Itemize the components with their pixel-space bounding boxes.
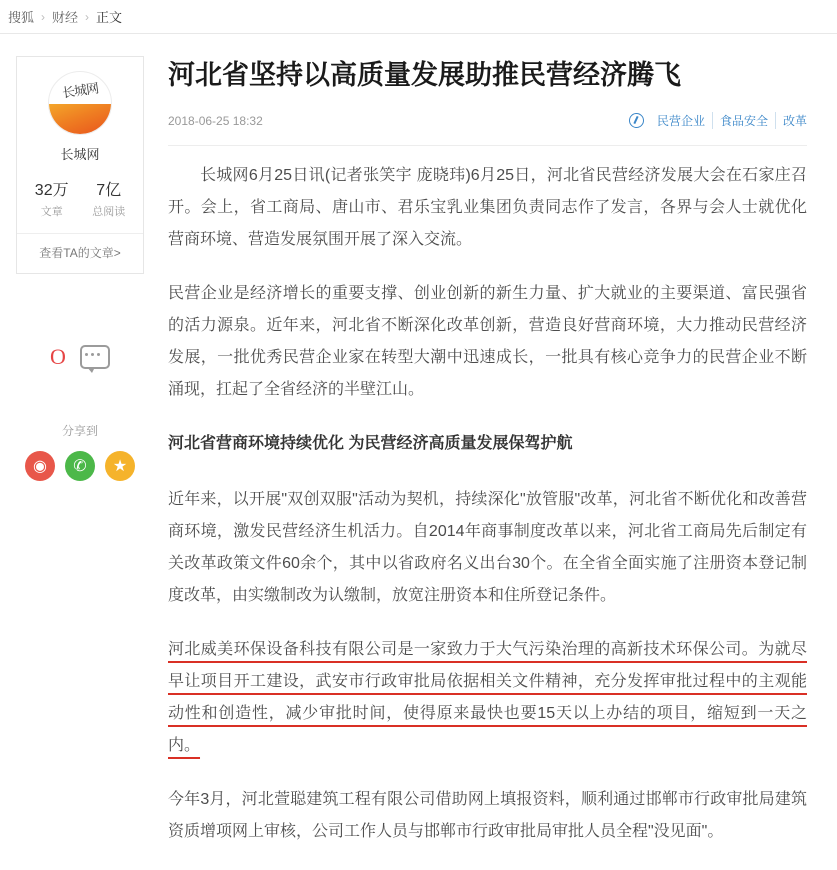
comment-icon[interactable] xyxy=(80,345,110,369)
wechat-share-icon[interactable]: ✆ xyxy=(65,451,95,481)
author-more-articles-link[interactable]: 查看TA的文章> xyxy=(39,246,121,260)
share-label: 分享到 xyxy=(61,424,98,438)
article-paragraph-1: 民营企业是经济增长的重要支撑、创业创新的新生力量、扩大就业的主要渠道、富民强省的活力源泉。近年来，河北省不断深化改革创新，营造良好营商环境，大力推动民营经济发展，一批优秀民营企业家在转型大潮中迅速成长，一批具有核心竞争力的民营企业不断涌现，扛起了全省经济的半壁江山。 xyxy=(168,285,807,398)
author-name: 长城网 xyxy=(60,147,100,162)
page-layout xyxy=(0,34,837,870)
tag-item-1[interactable]: 食品安全 xyxy=(713,112,776,129)
tag-icon xyxy=(629,113,644,128)
praise-icon[interactable]: O xyxy=(50,344,66,369)
publish-time: 2018-06-25 18:32 xyxy=(168,113,263,128)
breadcrumb xyxy=(0,0,837,34)
qzone-share-icon[interactable]: ★ xyxy=(105,451,135,481)
author-card[interactable] xyxy=(16,56,144,274)
article-paragraph-3: 近年来，以开展"双创双服"活动为契机，持续深化"放管服"改革，河北省不断优化和改善营商环境，激发民营经济生机活力。自2014年商事制度改革以来，河北省工商局先后制定有关改革政策文件60余个，其中以省政府名义出台30个。在全省全面实施了注册资本登记制度改革，由实缴制改为认缴制，放宽注册资本和住所登记条件。 xyxy=(168,491,807,604)
stat-articles xyxy=(35,177,69,219)
stat-articles-value: 32万 xyxy=(34,182,69,199)
breadcrumb-item-2: 正文 xyxy=(96,10,123,25)
weibo-share-icon[interactable]: ◉ xyxy=(25,451,55,481)
author-stats xyxy=(17,177,143,219)
share-icons xyxy=(0,451,160,481)
article-subheading: 河北省营商环境持续优化 为民营经济高质量发展保驾护航 xyxy=(168,435,573,452)
left-rail xyxy=(0,34,160,870)
tag-item-2[interactable]: 改革 xyxy=(782,114,807,128)
rail-bubbles xyxy=(0,344,160,370)
tag-item-0[interactable]: 民营企业 xyxy=(650,112,713,129)
rail-action-icons xyxy=(0,344,160,481)
breadcrumb-separator-1: › xyxy=(85,9,90,24)
avatar[interactable] xyxy=(48,71,112,135)
stat-articles-label: 文章 xyxy=(40,206,63,218)
article-paragraph-5: 今年3月，河北萱聪建筑工程有限公司借助网上填报资料，顺利通过邯郸市行政审批局建筑资质增项网上审核，公司工作人员与邯郸市行政审批局审批人员全程"没见面"。 xyxy=(168,791,807,840)
tag-list xyxy=(629,112,807,129)
avatar-logo-text: 长城网 xyxy=(61,80,100,101)
article-body xyxy=(168,146,807,848)
article-meta xyxy=(168,112,807,146)
article-content xyxy=(160,34,837,870)
breadcrumb-item-1[interactable]: 财经 xyxy=(52,10,79,25)
article-paragraph-4-highlighted: 河北威美环保设备科技有限公司是一家致力于大气污染治理的高新技术环保公司。为就尽早让项目开工建设，武安市行政审批局依据相关文件精神，充分发挥审批过程中的主观能动性和创造性，减少审批时间，使得原来最快也要15天以上办结的项目，缩短到一天之内。 xyxy=(168,641,807,754)
comment-icon-dots xyxy=(85,353,100,356)
article-paragraph-0: 长城网6月25日讯(记者张笑宇 庞晓玮)6月25日，河北省民营经济发展大会在石家庄召开。会上，省工商局、唐山市、君乐宝乳业集团负责同志作了发言，各界与会人士就优化营商环境、营造发展氛围开展了深入交流。 xyxy=(168,167,807,248)
stat-reads xyxy=(92,177,125,219)
page-title: 河北省坚持以高质量发展助推民营经济腾飞 xyxy=(168,60,681,90)
breadcrumb-separator-0: › xyxy=(41,9,46,24)
breadcrumb-item-0[interactable]: 搜狐 xyxy=(8,10,35,25)
author-more-articles[interactable] xyxy=(17,233,143,261)
stat-reads-label: 总阅读 xyxy=(92,206,126,218)
stat-reads-value: 7亿 xyxy=(96,182,122,199)
avatar-swoosh-decoration xyxy=(49,104,111,134)
